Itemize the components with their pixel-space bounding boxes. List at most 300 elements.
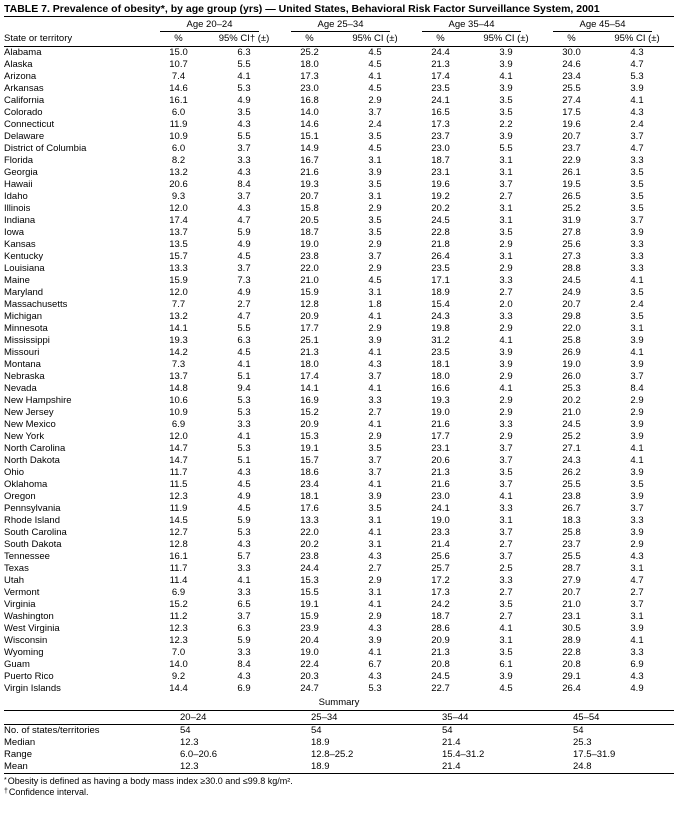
- state-cell: Alabama: [4, 47, 42, 58]
- ci-cell: 4.9: [237, 287, 251, 298]
- ci-cell: 3.7: [630, 215, 644, 226]
- summary-value-cell: 21.4: [442, 761, 461, 772]
- pct-cell: 19.5: [562, 179, 581, 190]
- pct-cell: 12.0: [169, 203, 188, 214]
- ci-cell: 5.1: [237, 455, 251, 466]
- pct-cell: 26.7: [562, 503, 581, 514]
- table-row: [4, 167, 674, 179]
- ci-cell: 4.1: [368, 479, 382, 490]
- pct-cell: 6.0: [171, 143, 186, 154]
- ci-cell: 4.5: [368, 59, 382, 70]
- ci-cell: 3.9: [499, 131, 513, 142]
- ci-cell: 2.9: [499, 263, 513, 274]
- pct-cell: 11.7: [169, 563, 188, 574]
- pct-cell: 25.5: [562, 551, 581, 562]
- ci-cell: 3.7: [499, 179, 513, 190]
- ci-cell: 5.3: [237, 527, 251, 538]
- pct-cell: 14.8: [169, 383, 188, 394]
- ci-cell: 3.3: [237, 155, 251, 166]
- summary-row: [4, 737, 674, 749]
- ci-cell: 2.9: [368, 611, 382, 622]
- summary-label-cell: Range: [4, 749, 32, 760]
- table-row: [4, 647, 674, 659]
- ci-cell: 3.1: [368, 539, 382, 550]
- ci-cell: 2.9: [368, 431, 382, 442]
- pct-cell: 22.7: [431, 683, 450, 694]
- ci-cell: 2.9: [499, 407, 513, 418]
- pct-cell: 15.1: [300, 131, 319, 142]
- ci-cell: 4.1: [630, 275, 644, 286]
- ci-cell: 3.3: [630, 647, 644, 658]
- table-row: [4, 467, 674, 479]
- ci-cell: 4.1: [368, 347, 382, 358]
- ci-cell: 5.3: [237, 407, 251, 418]
- ci-cell: 3.5: [368, 215, 382, 226]
- pct-cell: 23.8: [562, 491, 581, 502]
- pct-cell: 12.7: [169, 527, 188, 538]
- ci-cell: 3.1: [368, 515, 382, 526]
- ci-cell: 5.9: [237, 635, 251, 646]
- pct-cell: 17.3: [431, 587, 450, 598]
- table-row: [4, 179, 674, 191]
- ci-cell: 4.7: [237, 215, 251, 226]
- col-header-age-35-44: [412, 17, 543, 32]
- ci-cell: 3.3: [630, 251, 644, 262]
- pct-cell: 22.9: [562, 155, 581, 166]
- ci-cell: 3.9: [499, 47, 513, 58]
- ci-cell: 3.3: [630, 239, 644, 250]
- footnote-marker: †: [4, 787, 8, 795]
- ci-cell: 4.3: [368, 359, 382, 370]
- ci-cell: 2.9: [368, 95, 382, 106]
- age-group-label: Age 45–54: [553, 19, 652, 32]
- pct-cell: 13.3: [169, 263, 188, 274]
- pct-cell: 23.4: [562, 71, 581, 82]
- pct-cell: 14.0: [169, 659, 188, 670]
- table-row: [4, 383, 674, 395]
- pct-cell: 26.4: [562, 683, 581, 694]
- pct-cell: 19.8: [431, 323, 450, 334]
- ci-cell: 5.3: [237, 443, 251, 454]
- ci-cell: 6.3: [237, 623, 251, 634]
- state-cell: New Jersey: [4, 407, 54, 418]
- ci-cell: 4.1: [368, 383, 382, 394]
- ci-cell: 4.3: [368, 671, 382, 682]
- state-cell: Tennessee: [4, 551, 50, 562]
- table-row: [4, 551, 674, 563]
- ci-cell: 2.9: [499, 371, 513, 382]
- pct-cell: 13.3: [300, 515, 319, 526]
- ci-cell: 3.3: [237, 563, 251, 574]
- pct-cell: 17.3: [300, 71, 319, 82]
- table-row: [4, 539, 674, 551]
- pct-cell: 21.3: [431, 647, 450, 658]
- pct-cell: 12.8: [300, 299, 319, 310]
- summary-row: [4, 725, 674, 738]
- pct-cell: 24.3: [562, 455, 581, 466]
- table-row: [4, 155, 674, 167]
- pct-cell: 11.4: [169, 575, 188, 586]
- ci-cell: 3.5: [368, 179, 382, 190]
- pct-cell: 14.0: [300, 107, 319, 118]
- ci-cell: 2.0: [499, 299, 513, 310]
- ci-cell: 3.7: [630, 131, 644, 142]
- pct-cell: 22.4: [300, 659, 319, 670]
- state-cell: Virginia: [4, 599, 36, 610]
- ci-cell: 3.5: [368, 227, 382, 238]
- ci-cell: 3.7: [499, 551, 513, 562]
- ci-cell: 6.1: [499, 659, 513, 670]
- pct-cell: 28.8: [562, 263, 581, 274]
- col-header-ci-2: 95% CI (±): [338, 32, 412, 47]
- table-row: [4, 503, 674, 515]
- ci-cell: 4.1: [630, 95, 644, 106]
- ci-cell: 2.5: [499, 563, 513, 574]
- summary-value-cell: 21.4: [442, 737, 461, 748]
- pct-cell: 26.0: [562, 371, 581, 382]
- ci-cell: 6.5: [237, 599, 251, 610]
- ci-cell: 1.8: [368, 299, 382, 310]
- summary-value-cell: 25.3: [573, 737, 592, 748]
- ci-cell: 3.5: [368, 443, 382, 454]
- pct-cell: 18.9: [431, 287, 450, 298]
- pct-cell: 26.2: [562, 467, 581, 478]
- ci-cell: 3.1: [499, 203, 513, 214]
- footnote-text: Obesity is defined as having a body mass index ≥30.0 and ≤99.8 kg/m².: [7, 776, 293, 786]
- pct-cell: 15.0: [169, 47, 188, 58]
- col-header-ci-4: 95% CI (±): [600, 32, 674, 47]
- pct-cell: 13.2: [169, 167, 188, 178]
- pct-cell: 21.4: [431, 539, 450, 550]
- ci-cell: 3.7: [237, 191, 251, 202]
- ci-cell: 3.7: [630, 371, 644, 382]
- ci-cell: 4.1: [630, 347, 644, 358]
- ci-cell: 2.9: [368, 263, 382, 274]
- ci-cell: 4.9: [237, 491, 251, 502]
- pct-cell: 21.0: [300, 275, 319, 286]
- summary-label-cell: No. of states/territories: [4, 725, 100, 736]
- pct-cell: 19.0: [431, 515, 450, 526]
- ci-cell: 2.9: [499, 395, 513, 406]
- state-cell: Missouri: [4, 347, 40, 358]
- pct-cell: 25.3: [562, 383, 581, 394]
- col-header-pct-3: %: [412, 32, 469, 47]
- footnote-text: Confidence interval.: [8, 786, 89, 797]
- state-cell: Michigan: [4, 311, 43, 322]
- ci-cell: 6.7: [368, 659, 382, 670]
- pct-cell: 23.4: [300, 479, 319, 490]
- ci-cell: 3.5: [630, 311, 644, 322]
- ci-cell: 4.1: [499, 491, 513, 502]
- pct-cell: 23.7: [431, 131, 450, 142]
- table-row: [4, 143, 674, 155]
- pct-cell: 17.3: [431, 119, 450, 130]
- table-row: [4, 83, 674, 95]
- ci-cell: 3.9: [630, 467, 644, 478]
- ci-cell: 3.5: [630, 191, 644, 202]
- pct-cell: 23.7: [562, 539, 581, 550]
- pct-cell: 25.8: [562, 335, 581, 346]
- pct-cell: 25.2: [300, 47, 319, 58]
- col-header-age-45-54: [543, 17, 674, 32]
- ci-cell: 2.7: [368, 563, 382, 574]
- table-row: [4, 347, 674, 359]
- ci-cell: 4.5: [237, 479, 251, 490]
- pct-cell: 25.2: [562, 203, 581, 214]
- ci-cell: 4.3: [237, 671, 251, 682]
- pct-cell: 22.8: [562, 647, 581, 658]
- summary-col-header-45-54: 45–54: [543, 711, 674, 725]
- pct-cell: 20.7: [300, 191, 319, 202]
- ci-cell: 7.3: [237, 275, 251, 286]
- ci-cell: 2.7: [630, 587, 644, 598]
- table-row: [4, 563, 674, 575]
- table-row: [4, 491, 674, 503]
- pct-cell: 20.7: [562, 587, 581, 598]
- table-row: [4, 47, 674, 60]
- ci-cell: 5.5: [499, 143, 513, 154]
- state-cell: Maine: [4, 275, 30, 286]
- state-cell: Wyoming: [4, 647, 44, 658]
- ci-cell: 3.5: [630, 479, 644, 490]
- pct-cell: 18.6: [300, 467, 319, 478]
- pct-cell: 20.9: [300, 419, 319, 430]
- ci-cell: 3.1: [499, 155, 513, 166]
- table-row: [4, 527, 674, 539]
- table-row: [4, 443, 674, 455]
- ci-cell: 3.5: [630, 287, 644, 298]
- ci-cell: 4.3: [237, 203, 251, 214]
- pct-cell: 13.7: [169, 371, 188, 382]
- pct-cell: 14.2: [169, 347, 188, 358]
- pct-cell: 10.9: [169, 131, 188, 142]
- ci-cell: 4.3: [630, 107, 644, 118]
- ci-cell: 4.9: [237, 239, 251, 250]
- pct-cell: 14.4: [169, 683, 188, 694]
- pct-cell: 13.2: [169, 311, 188, 322]
- summary-value-cell: 54: [573, 725, 584, 736]
- state-cell: Colorado: [4, 107, 43, 118]
- summary-label-cell: Median: [4, 737, 36, 748]
- ci-cell: 3.3: [237, 419, 251, 430]
- pct-cell: 21.3: [431, 467, 450, 478]
- ci-cell: 4.1: [368, 599, 382, 610]
- pct-cell: 10.9: [169, 407, 188, 418]
- state-cell: Kentucky: [4, 251, 44, 262]
- ci-cell: 3.9: [499, 59, 513, 70]
- pct-cell: 14.7: [169, 443, 188, 454]
- ci-cell: 3.7: [499, 455, 513, 466]
- pct-cell: 29.1: [562, 671, 581, 682]
- ci-cell: 4.5: [368, 47, 382, 58]
- pct-cell: 17.4: [169, 215, 188, 226]
- pct-cell: 17.7: [431, 431, 450, 442]
- pct-cell: 16.8: [300, 95, 319, 106]
- summary-row: [4, 761, 674, 774]
- ci-cell: 4.5: [237, 347, 251, 358]
- pct-cell: 30.0: [562, 47, 581, 58]
- state-cell: Puerto Rico: [4, 671, 54, 682]
- ci-cell: 3.5: [237, 107, 251, 118]
- pct-cell: 15.2: [169, 599, 188, 610]
- pct-cell: 24.3: [431, 311, 450, 322]
- summary-value-cell: 54: [442, 725, 453, 736]
- state-cell: Washington: [4, 611, 54, 622]
- pct-cell: 31.9: [562, 215, 581, 226]
- pct-cell: 16.6: [431, 383, 450, 394]
- ci-cell: 2.9: [630, 539, 644, 550]
- ci-cell: 4.3: [368, 623, 382, 634]
- pct-cell: 8.2: [171, 155, 186, 166]
- pct-cell: 21.3: [431, 59, 450, 70]
- table-row: [4, 431, 674, 443]
- pct-cell: 24.5: [431, 215, 450, 226]
- state-cell: Indiana: [4, 215, 36, 226]
- ci-cell: 3.7: [237, 611, 251, 622]
- ci-cell: 8.4: [237, 659, 251, 670]
- pct-cell: 21.6: [300, 167, 319, 178]
- pct-cell: 11.2: [169, 611, 188, 622]
- ci-cell: 4.7: [630, 59, 644, 70]
- pct-cell: 12.3: [169, 623, 188, 634]
- ci-cell: 3.1: [368, 155, 382, 166]
- ci-cell: 3.9: [630, 335, 644, 346]
- ci-cell: 4.1: [237, 431, 251, 442]
- ci-cell: 3.5: [499, 647, 513, 658]
- pct-cell: 18.3: [562, 515, 581, 526]
- ci-cell: 6.3: [237, 47, 251, 58]
- state-cell: South Carolina: [4, 527, 67, 538]
- col-header-age-25-34: [281, 17, 412, 32]
- pct-cell: 23.9: [300, 623, 319, 634]
- pct-cell: 21.8: [431, 239, 450, 250]
- pct-cell: 27.4: [562, 95, 581, 106]
- pct-cell: 12.0: [169, 287, 188, 298]
- state-cell: Pennsylvania: [4, 503, 61, 514]
- ci-cell: 4.5: [237, 251, 251, 262]
- ci-cell: 3.3: [499, 311, 513, 322]
- ci-cell: 4.5: [368, 275, 382, 286]
- pct-cell: 24.5: [562, 275, 581, 286]
- ci-cell: 4.5: [499, 683, 513, 694]
- summary-row: [4, 749, 674, 761]
- ci-cell: 4.1: [368, 527, 382, 538]
- state-cell: Vermont: [4, 587, 40, 598]
- ci-cell: 4.1: [368, 311, 382, 322]
- pct-cell: 24.2: [431, 599, 450, 610]
- ci-cell: 8.4: [630, 383, 644, 394]
- ci-cell: 5.9: [237, 515, 251, 526]
- state-cell: Nevada: [4, 383, 37, 394]
- state-cell: New Mexico: [4, 419, 56, 430]
- table-row: [4, 215, 674, 227]
- pct-cell: 24.5: [431, 671, 450, 682]
- pct-cell: 18.1: [431, 359, 450, 370]
- table-row: [4, 95, 674, 107]
- ci-cell: 4.1: [368, 647, 382, 658]
- pct-cell: 11.7: [169, 467, 188, 478]
- pct-cell: 21.0: [562, 599, 581, 610]
- table-row: [4, 251, 674, 263]
- pct-cell: 17.4: [300, 371, 319, 382]
- pct-cell: 6.0: [171, 107, 186, 118]
- ci-cell: 2.7: [499, 287, 513, 298]
- ci-cell: 2.9: [499, 239, 513, 250]
- ci-cell: 3.9: [630, 623, 644, 634]
- table-row: [4, 575, 674, 587]
- empty-header-cell: [4, 17, 150, 32]
- ci-cell: 4.3: [237, 167, 251, 178]
- prevalence-table: [4, 17, 674, 695]
- state-cell: Massachusetts: [4, 299, 68, 310]
- pct-cell: 14.1: [300, 383, 319, 394]
- ci-cell: 4.1: [499, 383, 513, 394]
- table-row: [4, 359, 674, 371]
- age-group-label: Age 25–34: [291, 19, 390, 32]
- state-cell: Maryland: [4, 287, 44, 298]
- pct-cell: 20.9: [300, 311, 319, 322]
- ci-cell: 5.5: [237, 59, 251, 70]
- pct-cell: 24.4: [300, 563, 319, 574]
- col-header-pct-2: %: [281, 32, 338, 47]
- ci-cell: 4.1: [237, 359, 251, 370]
- state-cell: Mississippi: [4, 335, 50, 346]
- col-header-pct-4: %: [543, 32, 600, 47]
- ci-cell: 2.9: [630, 395, 644, 406]
- ci-cell: 3.7: [237, 143, 251, 154]
- pct-cell: 19.3: [300, 179, 319, 190]
- pct-cell: 17.1: [431, 275, 450, 286]
- ci-cell: 4.3: [237, 119, 251, 130]
- ci-cell: 3.3: [237, 647, 251, 658]
- table-row: [4, 299, 674, 311]
- table-row: [4, 599, 674, 611]
- state-cell: Montana: [4, 359, 41, 370]
- pct-cell: 12.3: [169, 635, 188, 646]
- table-row: [4, 671, 674, 683]
- pct-cell: 20.4: [300, 635, 319, 646]
- ci-cell: 8.4: [237, 179, 251, 190]
- ci-cell: 4.1: [630, 443, 644, 454]
- table-row: [4, 119, 674, 131]
- ci-cell: 5.3: [630, 71, 644, 82]
- state-cell: Wisconsin: [4, 635, 48, 646]
- summary-empty-header-cell: [4, 711, 150, 725]
- ci-cell: 4.3: [630, 551, 644, 562]
- table-row: [4, 287, 674, 299]
- pct-cell: 20.2: [300, 539, 319, 550]
- pct-cell: 6.9: [171, 587, 186, 598]
- ci-cell: 3.1: [368, 287, 382, 298]
- summary-label-cell: Mean: [4, 761, 28, 772]
- state-cell: West Virginia: [4, 623, 60, 634]
- pct-cell: 15.9: [300, 287, 319, 298]
- ci-cell: 2.2: [499, 119, 513, 130]
- ci-cell: 3.3: [499, 275, 513, 286]
- footnotes: [4, 776, 674, 797]
- ci-cell: 5.7: [237, 551, 251, 562]
- table-row: [4, 263, 674, 275]
- ci-cell: 2.9: [368, 239, 382, 250]
- pct-cell: 19.1: [300, 599, 319, 610]
- pct-cell: 20.8: [562, 659, 581, 670]
- sub-header-row: [4, 32, 674, 47]
- pct-cell: 18.7: [300, 227, 319, 238]
- pct-cell: 25.5: [562, 479, 581, 490]
- pct-cell: 22.0: [300, 527, 319, 538]
- pct-cell: 27.3: [562, 251, 581, 262]
- pct-cell: 15.8: [300, 203, 319, 214]
